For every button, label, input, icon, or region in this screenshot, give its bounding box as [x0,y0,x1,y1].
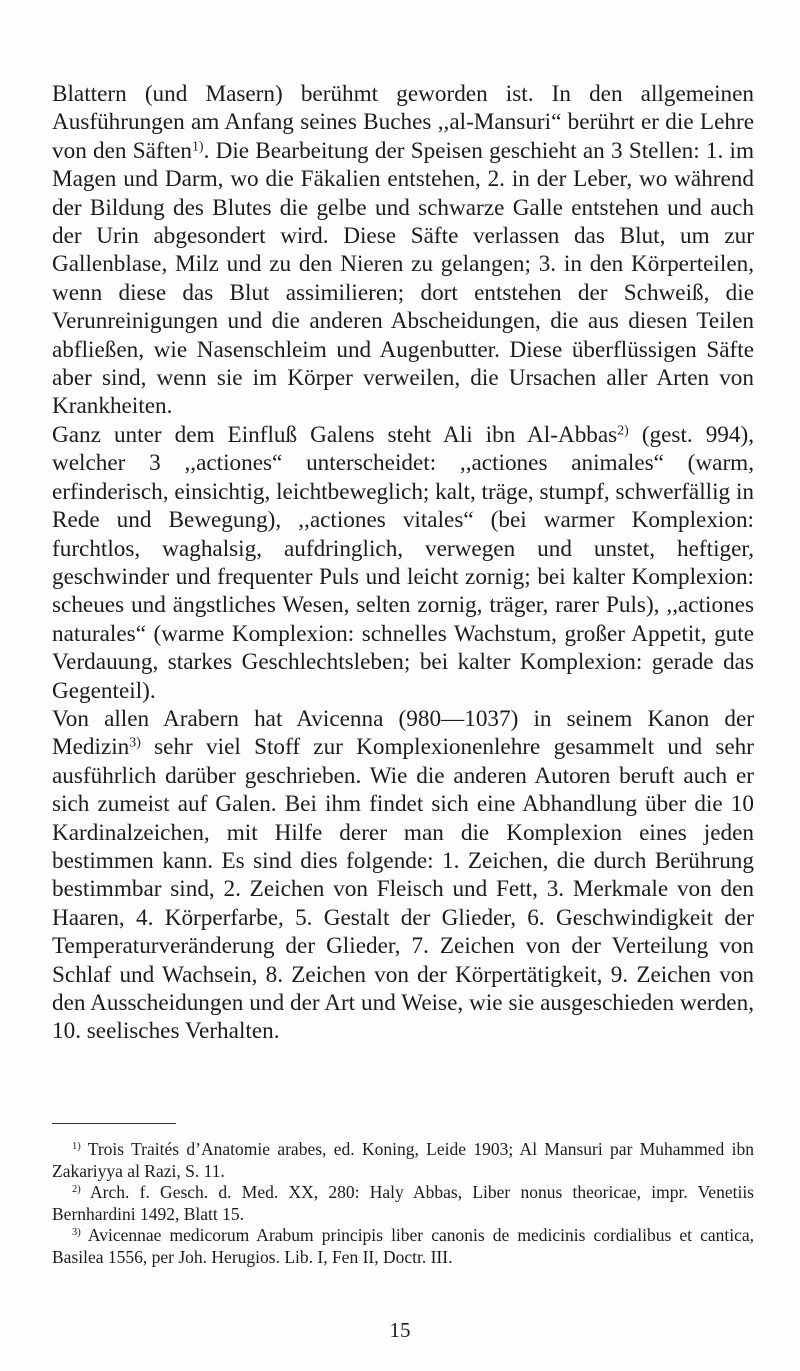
footnote-1 [52,1139,754,1182]
page-number: 15 [389,1318,411,1342]
paragraph-1 [52,80,754,421]
footnote-2 [52,1182,754,1225]
main-text [52,80,754,1046]
footnote-text-2: Arch. f. Gesch. d. Med. XX, 280: Haly Abbas, Liber nonus theoricae, impr. Venetiis Bernhardini 1492, Blatt 15. [52,1182,754,1224]
footnote-3 [52,1225,754,1268]
paragraph-3 [52,705,754,1046]
footnote-mark-2: 2) [72,1184,81,1196]
paragraph-3-start: Von allen Arabern hat Avicenna (980—1037) in seinem Kanon der Medizin [52,705,754,761]
footnote-divider [52,1123,176,1124]
paragraph-1-end: . Die Bearbeitung der Speisen geschieht an 3 Stellen: 1. im Magen und Darm, wo die Fäkalien entstehen, 2. in der Leber, wo während der Bildung des Blutes die gelbe und schwarze Galle entstehen und auch der Urin abgesondert wird. Diese Säfte verlassen das Blut, um zur Gallenblase, Milz und zu den Nieren zu gelangen; 3. in den Körperteilen, wenn diese das Blut assimilieren; dort entstehen der Schweiß, die Verunreinigungen und die anderen Abscheidungen, die aus diesen Teilen abfließen, wie Nasenschleim und Augenbutter. Diese überflüssigen Säfte aber sind, wenn sie im Körper verweilen, die Ursachen aller Arten von Krankheiten. [52,137,754,420]
footnote-mark-3: 3) [72,1227,81,1239]
footnote-text-1: Trois Traités d’Anatomie arabes, ed. Koning, Leide 1903; Al Mansuri par Muhammed ibn Zakariyya al Razi, S. 11. [52,1139,754,1181]
footnote-ref-3: 3) [129,735,141,751]
footnote-ref-2: 2) [617,423,629,439]
footnote-ref-1: 1) [191,139,204,155]
paragraph-2-start: Ganz unter dem Einfluß Galens steht Ali ibn Al-Abbas [52,421,618,448]
paragraph-3-end: sehr viel Stoff zur Komplexionenlehre gesammelt und sehr ausführlich darüber geschrieben. Wie die anderen Autoren beruft auch er sich zumeist auf Galen. Bei ihm findet sich eine Abhandlung über die 10 Kardinalzeichen, mit Hilfe derer man die Komplexion eines jeden bestimmen kann. Es sind dies folgende: 1. Zeichen, die durch Berührung bestimmbar sind, 2. Zeichen von Fleisch und Fett, 3. Merkmale von den Haaren, 4. Körperfarbe, 5. Gestalt der Glieder, 6. Geschwindigkeit der Temperaturveränderung der Glieder, 7. Zeichen von der Verteilung von Schlaf und Wachsein, 8. Zeichen von der Körpertätigkeit, 9. Zeichen von den Ausscheidungen und der Art und Weise, wie sie ausgeschieden werden, 10. seelisches Verhalten. [52,734,754,1045]
footnote-mark-1: 1) [72,1141,81,1153]
footnote-text-3: Avicennae medicorum Arabum principis liber canonis de medicinis cordialibus et cantica, Basilea 1556, per Joh. Herugios. Lib. I, Fen II, Doctr. III. [52,1225,754,1267]
paragraph-1-start: Blattern (und Masern) berühmt geworden ist. In den allgemeinen Ausführungen am Anfang seines Buches ,,al-Mansuri“ berührt er die Lehre von den Säften [52,81,754,164]
paragraph-2 [52,421,754,705]
footnotes [52,1139,754,1268]
paragraph-2-end: (gest. 994), welcher 3 ,,actiones“ unterscheidet: ,,actiones animales“ (warm, erfinderisch, einsichtig, leichtbeweglich; kalt, träge, stumpf, schwerfällig in Rede und Bewegung), ,,actiones vitales“ (bei warmer Komplexion: furchtlos, waghalsig, aufdringlich, verwegen und unstet, heftiger, geschwinder und frequenter Puls und leicht zornig; bei kalter Komplexion: scheues und ängstliches Wesen, selten zornig, träger, rarer Puls), ,,actiones naturales“ (warme Komplexion: schnelles Wachstum, großer Appetit, gute Verdauung, starkes Geschlechtsleben; bei kalter Komplexion: gerade das Gegenteil). [52,421,754,704]
